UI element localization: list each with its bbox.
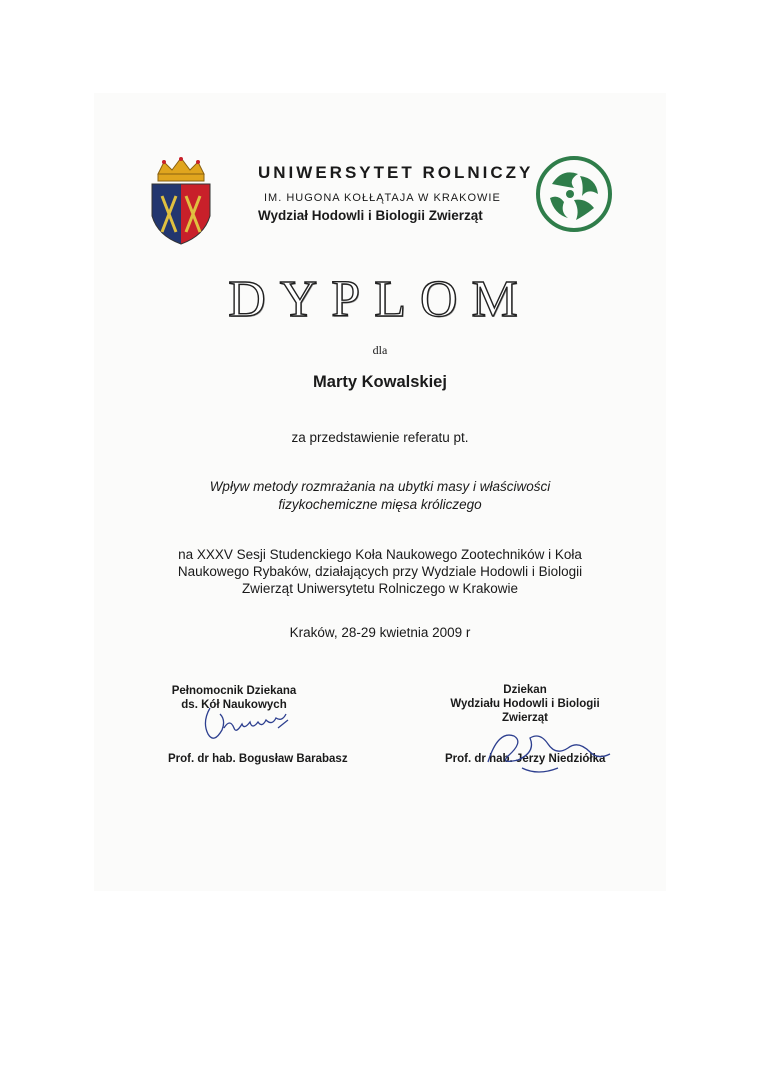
university-patron: IM. HUGONA KOŁŁĄTAJA W KRAKOWIE (264, 192, 501, 204)
for-label: dla (372, 343, 388, 357)
paper-title-line-2: fizykochemiczne mięsa króliczego (278, 497, 482, 512)
right-handwritten-signature (478, 722, 614, 778)
university-crest-icon (150, 156, 212, 248)
university-name: UNIWERSYTET ROLNICZY (258, 163, 534, 182)
place-and-date: Kraków, 28-29 kwietnia 2009 r (289, 625, 471, 640)
right-role-line-3: Zwierząt (501, 712, 548, 724)
right-role-line-2: Wydziału Hodowli i Biologii (450, 698, 600, 710)
left-role-line-1: Pełnomocnik Dziekana (171, 685, 297, 697)
left-handwritten-signature (196, 700, 292, 748)
right-signatory-role (440, 683, 610, 725)
right-role-line-1: Dziekan (503, 684, 547, 696)
faculty-name: Wydział Hodowli i Biologii Zwierząt (258, 208, 483, 223)
diploma-title: DYPLOM (228, 271, 532, 328)
right-signatory-name: Prof. dr hab. Jerzy Niedziółka (445, 753, 606, 765)
reason-text: za przedstawienie referatu pt. (291, 430, 469, 445)
left-role-line-2: ds. Kół Naukowych (181, 699, 287, 711)
session-line-2: Naukowego Rybaków, działających przy Wydziale Hodowli i Biologii (177, 564, 583, 579)
session-line-3: Zwierząt Uniwersytetu Rolniczego w Krakowie (241, 581, 519, 596)
left-signatory-name: Prof. dr hab. Bogusław Barabasz (168, 753, 348, 765)
session-line-1: na XXXV Sesji Studenckiego Koła Naukowego Zootechników i Koła (178, 547, 582, 562)
paper-title-line-1: Wpływ metody rozmrażania na ubytki masy i właściwości (209, 479, 551, 494)
recipient-name: Marty Kowalskiej (313, 373, 447, 391)
faculty-emblem-icon (534, 154, 614, 234)
